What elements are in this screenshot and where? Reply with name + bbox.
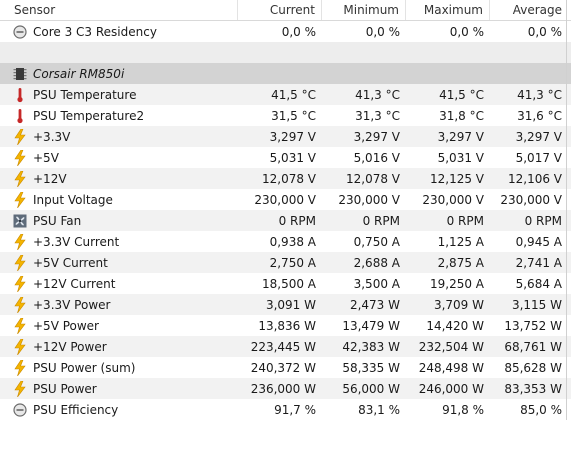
table-row[interactable] (0, 336, 571, 357)
average-value: 5,684 A (515, 276, 562, 291)
sensor-cell (0, 360, 238, 376)
minimum-value: 0,750 A (353, 234, 400, 249)
table-row[interactable] (0, 21, 571, 42)
table-row[interactable] (0, 315, 571, 336)
current-value: 240,372 W (250, 360, 316, 375)
sensor-cell (0, 402, 238, 418)
table-row[interactable] (0, 273, 571, 294)
average-value: 85,628 W (504, 360, 562, 375)
lightning-icon (12, 150, 28, 166)
average-value: 0 RPM (524, 213, 562, 228)
current-value: 31,5 °C (271, 108, 316, 123)
average-value: 0,0 % (527, 24, 562, 39)
maximum-value: 31,8 °C (439, 108, 484, 123)
sensor-name: +5V Current (33, 255, 108, 270)
average-value: 12,106 V (507, 171, 562, 186)
current-value: 5,031 V (269, 150, 316, 165)
minimum-value: 3,500 A (353, 276, 400, 291)
table-row[interactable] (0, 189, 571, 210)
sensor-cell (0, 192, 238, 208)
average-value: 13,752 W (504, 318, 562, 333)
average-value: 68,761 W (504, 339, 562, 354)
average-value: 41,3 °C (517, 87, 562, 102)
current-value: 0,938 A (269, 234, 316, 249)
current-value: 3,297 V (269, 129, 316, 144)
spacer-row (0, 42, 571, 63)
sensor-name: +3.3V Power (33, 297, 111, 312)
table-row[interactable] (0, 126, 571, 147)
maximum-value: 19,250 A (429, 276, 484, 291)
table-row[interactable] (0, 357, 571, 378)
sensor-name: +12V Power (33, 339, 107, 354)
table-body (0, 21, 571, 420)
table-row[interactable] (0, 378, 571, 399)
current-value: 0 RPM (278, 213, 316, 228)
sensor-name: +5V Power (33, 318, 99, 333)
average-value: 3,115 W (511, 297, 562, 312)
table-row[interactable] (0, 231, 571, 252)
minimum-value: 2,688 A (353, 255, 400, 270)
sensor-name: +12V (33, 171, 67, 186)
lightning-icon (12, 339, 28, 355)
column-header-sensor[interactable]: Sensor (0, 0, 238, 20)
lightning-icon (12, 297, 28, 313)
current-value: 0,0 % (281, 24, 316, 39)
sensor-name: Core 3 C3 Residency (33, 24, 157, 39)
minimum-value: 5,016 V (353, 150, 400, 165)
sensor-name: Input Voltage (33, 192, 113, 207)
sensor-name: PSU Temperature2 (33, 108, 145, 123)
scrollbar-divider (566, 0, 567, 420)
maximum-value: 5,031 V (437, 150, 484, 165)
maximum-value: 41,5 °C (439, 87, 484, 102)
maximum-value: 91,8 % (442, 402, 484, 417)
group-name: Corsair RM850i (33, 66, 125, 81)
table-header (0, 0, 571, 21)
sensor-name: +5V (33, 150, 59, 165)
current-value: 13,836 W (258, 318, 316, 333)
current-value: 230,000 V (254, 192, 316, 207)
fan-icon (12, 213, 28, 229)
sensor-name: PSU Efficiency (33, 402, 119, 417)
sensor-cell (0, 108, 238, 124)
minimum-value: 31,3 °C (355, 108, 400, 123)
sensor-cell (0, 171, 238, 187)
thermometer-icon (12, 108, 28, 124)
sensor-cell (0, 213, 238, 229)
current-value: 236,000 W (250, 381, 316, 396)
table-row[interactable] (0, 147, 571, 168)
column-header-current[interactable]: Current (238, 0, 322, 20)
sensor-cell (0, 234, 238, 250)
average-value: 230,000 V (500, 192, 562, 207)
group-header-row[interactable] (0, 63, 571, 84)
maximum-value: 246,000 W (418, 381, 484, 396)
sensor-cell (0, 339, 238, 355)
maximum-value: 3,297 V (437, 129, 484, 144)
maximum-value: 2,875 A (437, 255, 484, 270)
minimum-value: 2,473 W (349, 297, 400, 312)
sensor-cell (0, 276, 238, 292)
table-row[interactable] (0, 210, 571, 231)
current-value: 223,445 W (250, 339, 316, 354)
minimum-value: 42,383 W (342, 339, 400, 354)
maximum-value: 1,125 A (437, 234, 484, 249)
table-row[interactable] (0, 84, 571, 105)
column-header-maximum[interactable]: Maximum (406, 0, 490, 20)
average-value: 3,297 V (515, 129, 562, 144)
sensor-name: +3.3V (33, 129, 71, 144)
average-value: 2,741 A (515, 255, 562, 270)
current-value: 91,7 % (274, 402, 316, 417)
sensor-cell (0, 24, 238, 40)
average-value: 0,945 A (515, 234, 562, 249)
lightning-icon (12, 360, 28, 376)
lightning-icon (12, 234, 28, 250)
maximum-value: 0 RPM (446, 213, 484, 228)
maximum-value: 14,420 W (426, 318, 484, 333)
maximum-value: 248,498 W (418, 360, 484, 375)
lightning-icon (12, 129, 28, 145)
table-row[interactable] (0, 399, 571, 420)
table-row[interactable] (0, 105, 571, 126)
current-value: 3,091 W (265, 297, 316, 312)
lightning-icon (12, 318, 28, 334)
minimum-value: 56,000 W (342, 381, 400, 396)
average-value: 31,6 °C (517, 108, 562, 123)
sensor-cell (0, 297, 238, 313)
sensor-cell (0, 150, 238, 166)
table-row[interactable] (0, 294, 571, 315)
current-value: 2,750 A (269, 255, 316, 270)
maximum-value: 230,000 V (422, 192, 484, 207)
average-value: 5,017 V (515, 150, 562, 165)
lightning-icon (12, 276, 28, 292)
maximum-value: 0,0 % (449, 24, 484, 39)
lightning-icon (12, 192, 28, 208)
table-row[interactable] (0, 252, 571, 273)
circle-minus-icon (12, 402, 28, 418)
column-header-average[interactable]: Average (512, 3, 562, 17)
minimum-value: 83,1 % (358, 402, 400, 417)
average-value: 85,0 % (520, 402, 562, 417)
lightning-icon (12, 171, 28, 187)
sensor-cell (0, 381, 238, 397)
sensor-cell (0, 129, 238, 145)
sensor-name: +3.3V Current (33, 234, 120, 249)
sensor-name: PSU Fan (33, 213, 82, 228)
current-value: 41,5 °C (271, 87, 316, 102)
chip-icon (12, 66, 28, 82)
maximum-value: 3,709 W (433, 297, 484, 312)
lightning-icon (12, 381, 28, 397)
thermometer-icon (12, 87, 28, 103)
sensor-name: PSU Power (sum) (33, 360, 136, 375)
sensor-name: PSU Power (33, 381, 97, 396)
current-value: 12,078 V (261, 171, 316, 186)
sensor-cell (0, 87, 238, 103)
table-row[interactable] (0, 168, 571, 189)
sensor-name: PSU Temperature (33, 87, 137, 102)
sensor-cell (0, 255, 238, 271)
minimum-value: 41,3 °C (355, 87, 400, 102)
minimum-value: 230,000 V (338, 192, 400, 207)
circle-minus-icon (12, 24, 28, 40)
lightning-icon (12, 255, 28, 271)
maximum-value: 12,125 V (429, 171, 484, 186)
minimum-value: 12,078 V (345, 171, 400, 186)
average-value: 83,353 W (504, 381, 562, 396)
minimum-value: 0 RPM (362, 213, 400, 228)
sensor-name: +12V Current (33, 276, 116, 291)
minimum-value: 13,479 W (342, 318, 400, 333)
maximum-value: 232,504 W (418, 339, 484, 354)
minimum-value: 3,297 V (353, 129, 400, 144)
sensor-cell (0, 318, 238, 334)
column-header-minimum[interactable]: Minimum (322, 0, 406, 20)
minimum-value: 0,0 % (365, 24, 400, 39)
minimum-value: 58,335 W (342, 360, 400, 375)
sensor-cell (0, 66, 238, 82)
current-value: 18,500 A (261, 276, 316, 291)
